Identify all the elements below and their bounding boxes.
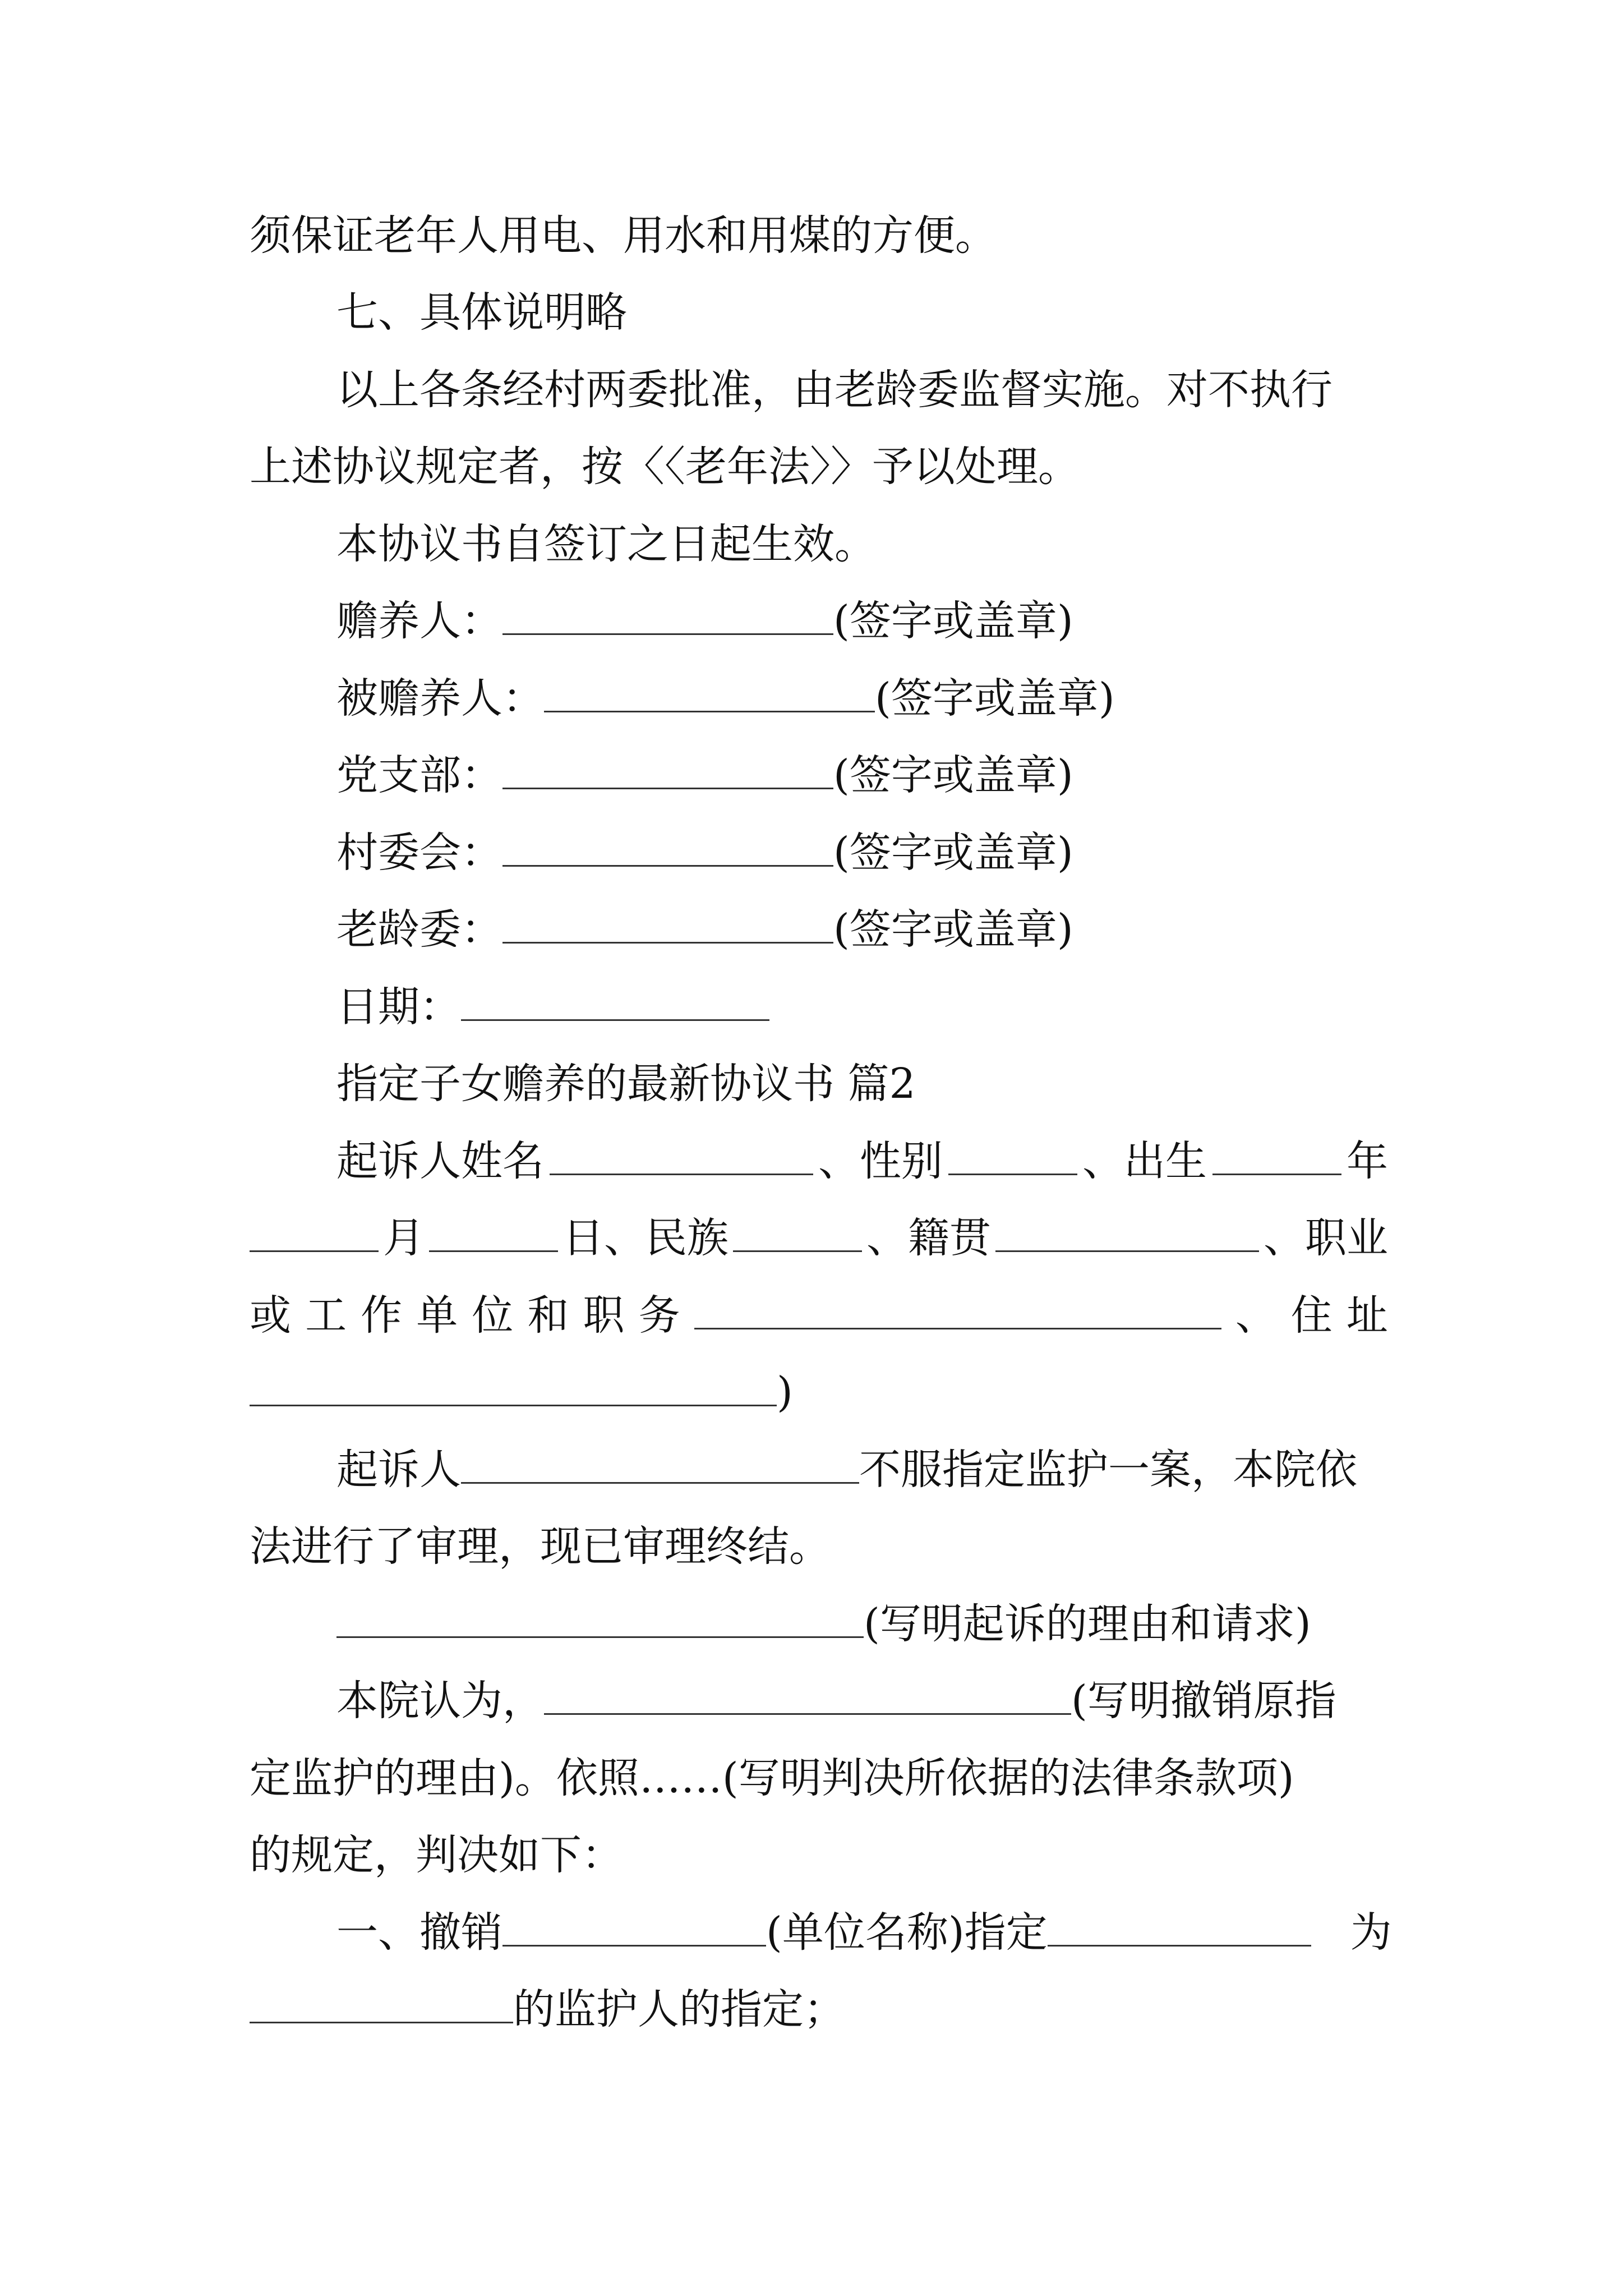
form-char: 住 xyxy=(1290,1291,1332,1340)
form-char: 或 xyxy=(250,1291,291,1340)
blank-unit-name xyxy=(502,1911,766,1947)
form-line xyxy=(250,1981,1388,2037)
form-label: 月 xyxy=(383,1214,425,1262)
form-label: 、职业 xyxy=(1264,1214,1388,1262)
form-label: 不服指定监护一案，本院依 xyxy=(859,1446,1357,1494)
paragraph-line: 须保证老年人用电、用水和用煤的方便。 xyxy=(250,211,997,260)
signature-label: 赡养人： xyxy=(336,597,502,645)
form-label: 起诉人姓名 xyxy=(336,1137,544,1185)
blank-plaintiff xyxy=(461,1448,859,1484)
blank-name xyxy=(550,1140,813,1175)
signature-label: 党支部： xyxy=(336,751,502,799)
signature-line-elderly-committee xyxy=(336,901,1388,958)
signature-line-party-branch xyxy=(336,747,1388,803)
form-label: 为 xyxy=(1350,1908,1392,1957)
paragraph-line: 上述协议规定者，按〈〈老年法〉〉予以处理。 xyxy=(250,443,1080,491)
signature-label: 村委会： xyxy=(336,829,502,877)
form-label: 年 xyxy=(1347,1137,1388,1185)
blank-court-opinion xyxy=(544,1680,1071,1715)
form-label: (单位名称)指定 xyxy=(766,1908,1048,1957)
form-line xyxy=(250,1364,1388,1420)
date-blank xyxy=(461,986,769,1021)
paragraph-line: 的规定，判决如下： xyxy=(250,1831,623,1879)
form-line xyxy=(336,1904,1392,1961)
section-heading: 七、具体说明略 xyxy=(336,288,627,337)
signature-note: (签字或盖章) xyxy=(875,674,1115,723)
form-label: 一、撤销 xyxy=(336,1908,502,1957)
form-line xyxy=(336,1596,1388,1652)
form-label: 起诉人 xyxy=(336,1446,461,1494)
form-label: 、出生 xyxy=(1082,1137,1207,1185)
paragraph-line: 法进行了审理，现已审理终结。 xyxy=(250,1522,831,1571)
blank-occupation xyxy=(694,1294,1221,1329)
blank-designee xyxy=(1048,1911,1311,1947)
form-char: ) xyxy=(777,1368,793,1416)
form-line xyxy=(336,1673,1388,1729)
form-char: 址 xyxy=(1346,1291,1388,1340)
signature-label: 被赡养人： xyxy=(336,674,544,723)
form-line xyxy=(250,1287,1388,1343)
signature-note: (签字或盖章) xyxy=(833,905,1073,954)
blank-day xyxy=(429,1217,558,1252)
paragraph-line: 定监护的理由)。依照……(写明判决所依据的法律条款项) xyxy=(250,1754,1294,1802)
blank-address xyxy=(250,1371,777,1406)
form-line xyxy=(336,1133,1388,1189)
form-char: 工 xyxy=(305,1291,347,1340)
form-char: 作 xyxy=(361,1291,403,1340)
signature-line-supporter xyxy=(336,593,1388,649)
blank-month xyxy=(250,1217,379,1252)
form-char: 、 xyxy=(1235,1291,1277,1340)
form-line xyxy=(250,1210,1388,1266)
signature-blank xyxy=(544,677,875,712)
signature-label: 老龄委： xyxy=(336,905,502,954)
blank-gender xyxy=(948,1140,1077,1175)
paragraph-line: 以上各条经村两委批准，由老龄委监督实施。对不执行 xyxy=(336,366,1332,414)
form-label: 日、民族 xyxy=(562,1214,728,1262)
date-label: 日期： xyxy=(336,983,461,1031)
form-label: (写明撤销原指 xyxy=(1071,1677,1336,1725)
form-label: 、籍贯 xyxy=(866,1214,991,1262)
blank-ward xyxy=(250,1988,513,2023)
form-char: 务 xyxy=(638,1291,680,1340)
blank-birth-year xyxy=(1212,1140,1341,1175)
signature-blank xyxy=(502,754,833,789)
date-line xyxy=(336,979,1388,1035)
form-char: 职 xyxy=(583,1291,625,1340)
form-char: 和 xyxy=(527,1291,569,1340)
signature-note: (签字或盖章) xyxy=(833,829,1073,877)
signature-blank xyxy=(502,831,833,867)
section-title: 指定子女赡养的最新协议书 篇2 xyxy=(336,1060,916,1108)
signature-line-supported xyxy=(336,670,1388,726)
signature-line-village-committee xyxy=(336,825,1388,881)
form-label: 的监护人的指定； xyxy=(513,1985,845,2033)
blank-ethnicity xyxy=(733,1217,862,1252)
signature-blank xyxy=(502,908,833,944)
form-label: (写明起诉的理由和请求) xyxy=(864,1600,1311,1648)
signature-blank xyxy=(502,600,833,635)
signature-note: (签字或盖章) xyxy=(833,597,1073,645)
form-label: 本院认为， xyxy=(336,1677,544,1725)
form-char: 位 xyxy=(472,1291,514,1340)
form-label: 、性别 xyxy=(818,1137,943,1185)
blank-reason xyxy=(336,1603,864,1638)
paragraph-line: 本协议书自签订之日起生效。 xyxy=(336,520,876,568)
form-char: 单 xyxy=(416,1291,458,1340)
form-line xyxy=(336,1442,1388,1498)
signature-note: (签字或盖章) xyxy=(833,751,1073,799)
blank-native-place xyxy=(995,1217,1259,1252)
